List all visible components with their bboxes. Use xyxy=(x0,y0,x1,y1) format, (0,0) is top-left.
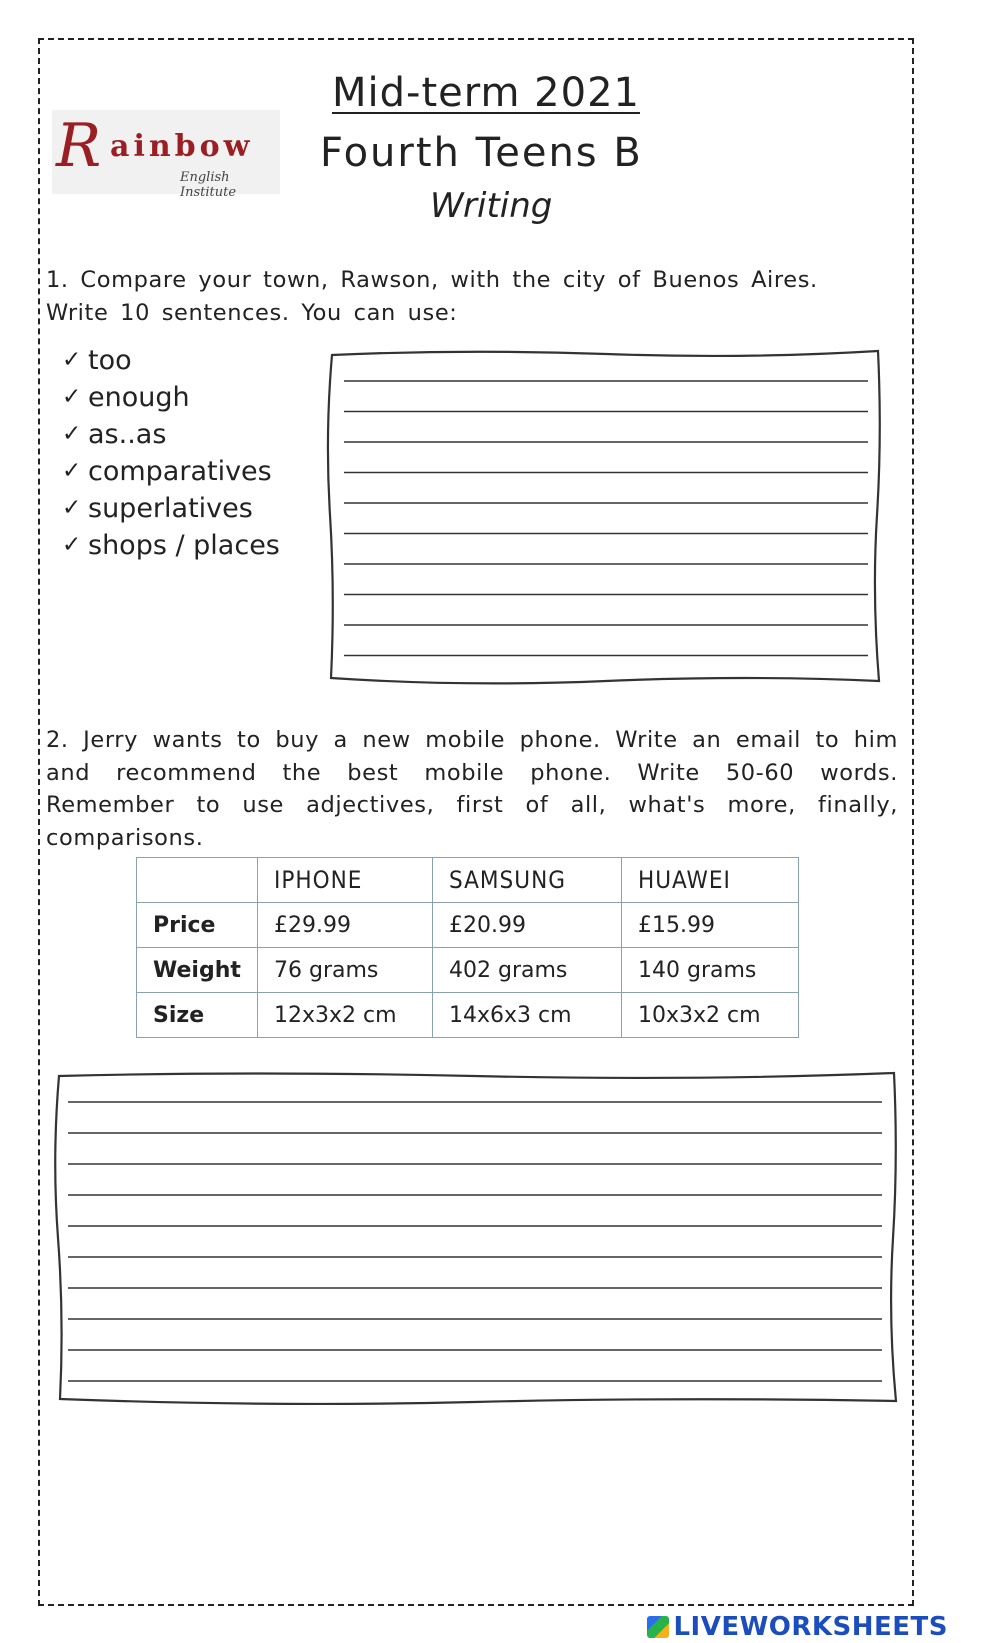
table-cell: 14x6x3 cm xyxy=(433,993,622,1038)
table-row xyxy=(137,903,799,948)
table-cell: £20.99 xyxy=(433,903,622,948)
page-subtitle: Fourth Teens B xyxy=(320,130,643,176)
column-header-samsung: SAMSUNG xyxy=(433,858,622,903)
row-label: Weight xyxy=(137,948,258,993)
checklist-item-label: shops / places xyxy=(88,530,280,561)
phone-comparison-table xyxy=(136,857,799,1038)
logo-subtitle: English Institute xyxy=(180,170,237,200)
checklist-item xyxy=(62,342,280,379)
liveworksheets-brand: LIVEWORKSHEETS xyxy=(673,1612,948,1642)
logo-word: ainbow xyxy=(110,129,254,164)
table-cell: 140 grams xyxy=(622,948,799,993)
checklist-item xyxy=(62,379,280,416)
page-title: Mid-term 2021 xyxy=(332,70,640,116)
logo-letter: R xyxy=(56,111,102,181)
checklist-item xyxy=(62,490,280,527)
checklist-item-label: too xyxy=(88,345,132,376)
checklist-item-label: as..as xyxy=(88,419,167,450)
check-icon: ✓ xyxy=(62,532,82,558)
row-label: Price xyxy=(137,903,258,948)
check-icon: ✓ xyxy=(62,347,82,373)
checklist-item-label: comparatives xyxy=(88,456,272,487)
rainbow-logo xyxy=(52,110,280,200)
checklist-item-label: enough xyxy=(88,382,190,413)
hint-checklist xyxy=(62,342,280,564)
check-icon: ✓ xyxy=(62,458,82,484)
table-cell: 12x3x2 cm xyxy=(258,993,433,1038)
column-header-huawei: HUAWEI xyxy=(622,858,799,903)
answer-box-frame xyxy=(54,1068,900,1408)
table-row xyxy=(137,993,799,1038)
table-cell: 10x3x2 cm xyxy=(622,993,799,1038)
row-label: Size xyxy=(137,993,258,1038)
checklist-item-label: superlatives xyxy=(88,493,253,524)
liveworksheets-logo-icon xyxy=(647,1616,669,1638)
answer-box-frame xyxy=(326,345,884,687)
column-header-iphone: IPHONE xyxy=(258,858,433,903)
check-icon: ✓ xyxy=(62,421,82,447)
table-cell: £15.99 xyxy=(622,903,799,948)
question-1-text: 1. Compare your town, Rawson, with the city of Buenos Aires. Write 10 sentences. You can use: xyxy=(46,267,818,326)
table-header-row xyxy=(137,858,799,903)
section-heading: Writing xyxy=(430,186,553,226)
checklist-item xyxy=(62,416,280,453)
question-2-text: 2. Jerry wants to buy a new mobile phone. Write an email to him and recommend the best mobile phone. Write 50-60 words. Remember to use adjectives, first of all, what's more, finally, comparisons. xyxy=(46,727,898,851)
check-icon: ✓ xyxy=(62,495,82,521)
table-header-empty xyxy=(137,858,258,903)
table-row xyxy=(137,948,799,993)
table-cell: 76 grams xyxy=(258,948,433,993)
liveworksheets-footer xyxy=(647,1612,948,1642)
table-cell: £29.99 xyxy=(258,903,433,948)
question-1-answer-box[interactable] xyxy=(326,345,884,687)
checklist-item xyxy=(62,453,280,490)
table-cell: 402 grams xyxy=(433,948,622,993)
checklist-item xyxy=(62,527,280,564)
question-2-answer-box[interactable] xyxy=(54,1068,900,1408)
check-icon: ✓ xyxy=(62,384,82,410)
